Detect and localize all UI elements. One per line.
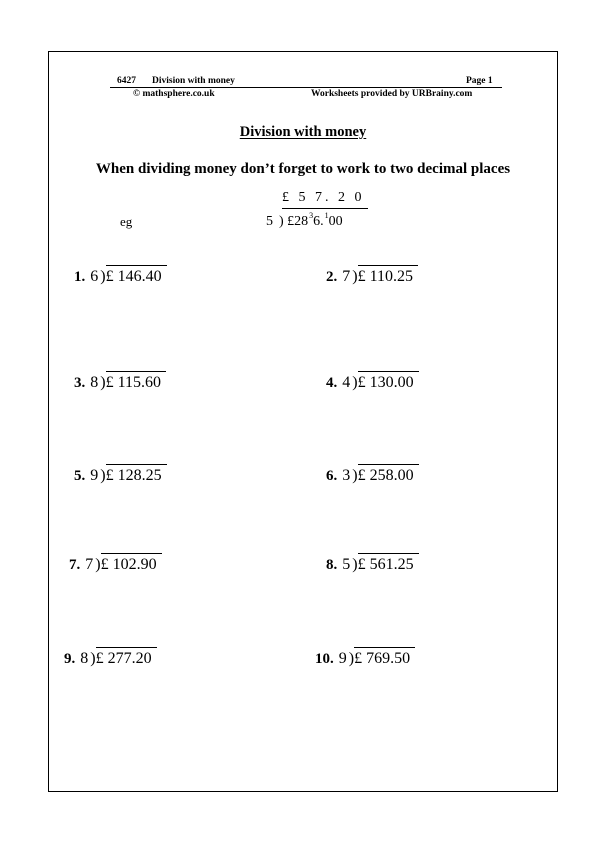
division-bracket: ) (352, 374, 358, 391)
dividend: £ 110.25 (358, 265, 418, 285)
question-5 (74, 466, 167, 486)
division-bracket: ) (95, 556, 101, 573)
instruction: When dividing money don’t forget to work to two decimal places (95, 161, 511, 177)
divisor: 8 (80, 650, 89, 667)
question-number: 9. (64, 651, 76, 667)
question-number: 7. (69, 557, 81, 573)
question-4 (326, 373, 419, 393)
division-bracket: ) (90, 650, 96, 667)
example-divisor: 5 (266, 214, 273, 229)
divisor: 6 (90, 268, 99, 285)
divisor: 3 (342, 467, 351, 484)
question-number: 6. (326, 468, 338, 484)
worksheet-code: 6427 (117, 76, 136, 86)
division-bracket: ) (352, 268, 358, 285)
example-dividend-part: £28 (287, 214, 309, 229)
question-number: 3. (74, 375, 86, 391)
division-bracket: ) (352, 556, 358, 573)
divisor: 8 (90, 374, 99, 391)
dividend: £ 561.25 (358, 553, 419, 573)
question-3 (74, 373, 166, 393)
division-bracket: ) (100, 268, 106, 285)
example-label: eg (120, 214, 133, 229)
question-10 (315, 649, 415, 669)
dividend: £ 277.20 (96, 647, 157, 667)
question-number: 8. (326, 557, 338, 573)
divisor: 7 (85, 556, 94, 573)
example-division (266, 211, 343, 230)
dividend: £ 102.90 (101, 553, 162, 573)
example-dividend-part: 00 (328, 214, 343, 229)
question-2 (326, 267, 418, 287)
dividend: £ 128.25 (106, 464, 167, 484)
header-title: Division with money (152, 76, 235, 86)
question-9 (64, 649, 157, 669)
question-1 (74, 267, 167, 287)
divisor: 7 (342, 268, 351, 285)
question-7 (69, 555, 162, 575)
dividend: £ 769.50 (354, 647, 415, 667)
example-division-bracket: ) (279, 214, 284, 229)
question-number: 5. (74, 468, 86, 484)
provider-credit: Worksheets provided by URBrainy.com (311, 89, 473, 99)
question-number: 4. (326, 375, 338, 391)
example-dividend-part: 6. (313, 214, 324, 229)
question-6 (326, 466, 419, 486)
example-quotient: £ 5 7. 2 0 (282, 190, 365, 205)
question-number: 10. (315, 651, 334, 667)
page-number: Page 1 (466, 76, 493, 86)
division-bracket: ) (100, 467, 106, 484)
question-8 (326, 555, 419, 575)
divisor: 9 (338, 650, 347, 667)
copyright: © mathsphere.co.uk (133, 89, 215, 99)
division-bracket: ) (348, 650, 355, 667)
dividend: £ 115.60 (106, 371, 166, 391)
division-bracket: ) (352, 467, 358, 484)
dividend: £ 130.00 (358, 371, 419, 391)
example-carry: 1 (324, 211, 329, 220)
division-bracket: ) (100, 374, 106, 391)
divisor: 4 (342, 374, 351, 391)
example-division-bar (282, 208, 368, 209)
dividend: £ 146.40 (106, 265, 167, 285)
example-carry: 3 (309, 211, 314, 220)
divisor: 5 (342, 556, 351, 573)
divisor: 9 (90, 467, 99, 484)
question-number: 1. (74, 269, 86, 285)
worksheet-title: Division with money (239, 124, 367, 140)
dividend: £ 258.00 (358, 464, 419, 484)
question-number: 2. (326, 269, 338, 285)
header-rule (110, 87, 502, 88)
